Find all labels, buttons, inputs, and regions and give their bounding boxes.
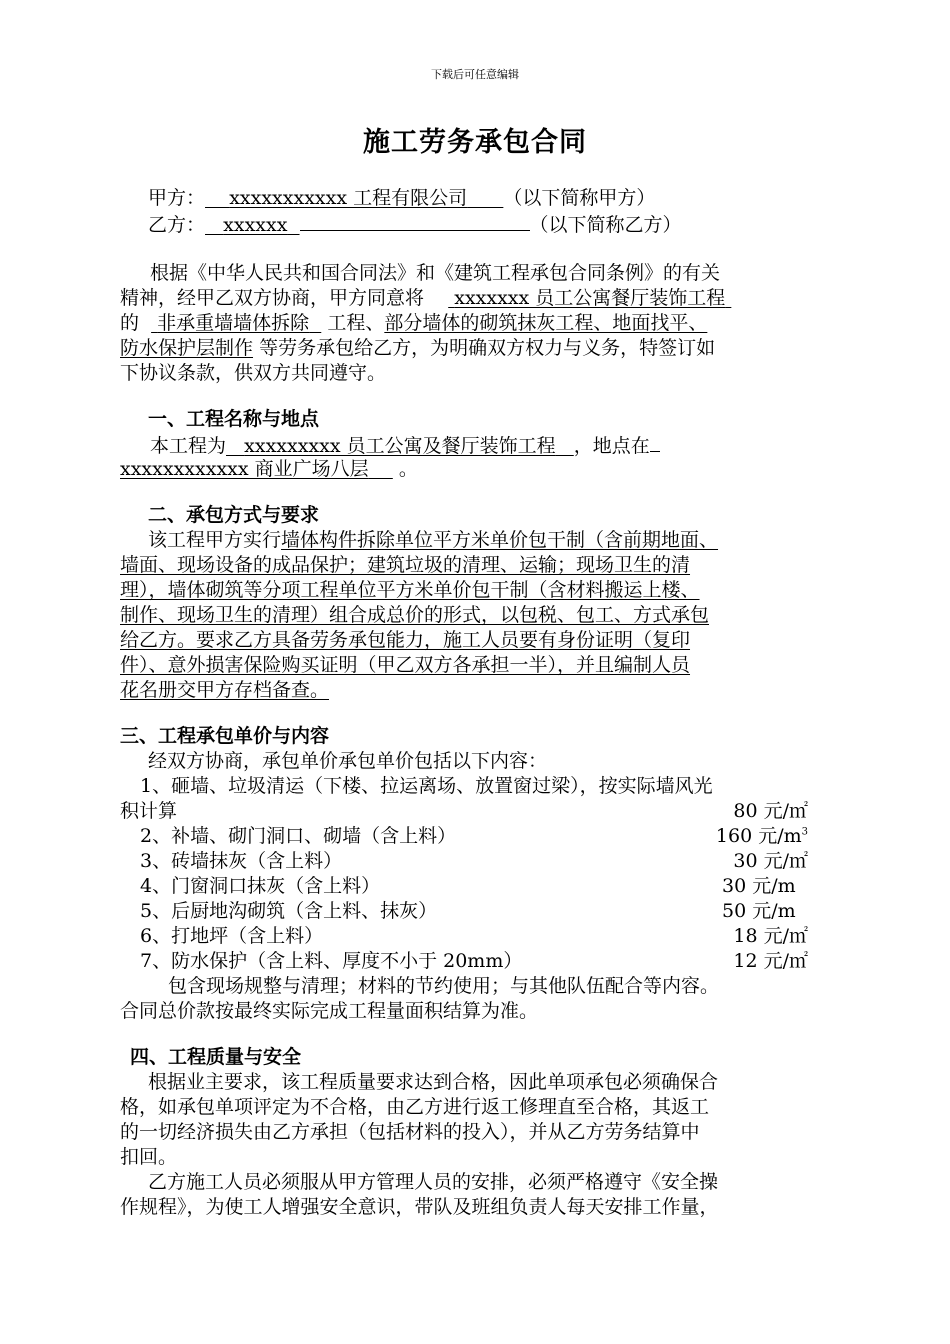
s3-item-1-price: 80 元/㎡ <box>733 800 808 822</box>
scope-waterproof: 防水保护层制作 <box>120 337 254 359</box>
s2-line-5: 给乙方。要求乙方具备劳务承包能力，施工人员要有身份证明（复印 <box>120 629 691 651</box>
s3-item-price: 12 元/㎡ <box>733 950 808 972</box>
s4-p2-line-2: 作规程》，为使工人增强安全意识，带队及班组负责人每天安排工作量， <box>120 1196 719 1218</box>
s2-line-7: 花名册交甲方存档备查。 <box>120 679 330 701</box>
s3-item-1-line-2: 积计算 <box>120 800 178 822</box>
intro-line-1: 根据《中华人民共和国合同法》和《建筑工程承包合同条例》的有关 <box>150 262 721 284</box>
s3-item-text: 6、打地坪（含上料） <box>140 925 324 947</box>
s1-project-name: xxxxxxxxx 员工公寓及餐厅装饰工程 <box>244 435 556 457</box>
s4-p1-line-4: 扣回。 <box>120 1146 178 1168</box>
s2-line-1: 该工程甲方实行墙体构件拆除单位平方米单价包干制（含前期地面、 <box>148 529 719 551</box>
s1-line-1: 本工程为 xxxxxxxxx 员工公寓及餐厅装饰工程 ，地点在 <box>150 432 660 457</box>
s3-item-text: 5、后厨地沟砌筑（含上料、抹灰） <box>140 900 438 922</box>
s3-note-1: 包含现场规整与清理；材料的节约使用；与其他队伍配合等内容。 <box>168 975 720 997</box>
party-a-suffix: （以下简称甲方） <box>503 187 656 209</box>
intro-line-3: 的 非承重墙墙体拆除 工程、部分墙体的砌筑抹灰工程、地面找平、 <box>120 312 708 334</box>
s3-item-price: 30 元/m <box>722 875 796 897</box>
party-b-name: xxxxxx <box>223 214 288 236</box>
s3-item-text: 3、砖墙抹灰（含上料） <box>140 850 343 872</box>
scope-masonry: 部分墙体的砌筑抹灰工程、地面找平、 <box>384 312 708 334</box>
s4-p2-line-1: 乙方施工人员必须服从甲方管理人员的安排，必须严格遵守《安全操 <box>148 1171 719 1193</box>
scope-demolition: 非承重墙墙体拆除 <box>157 312 310 334</box>
s3-item-price: 160 元$/m^3$ <box>715 825 808 847</box>
intro-line-2: 精神，经甲乙双方协商，甲方同意将 xxxxxxx 员工公寓餐厅装饰工程 <box>120 286 731 311</box>
party-a-label: 甲方： <box>148 187 206 209</box>
project-name: xxxxxxx 员工公寓餐厅装饰工程 <box>454 287 726 309</box>
page-header: 下载后可任意编辑 <box>431 68 519 81</box>
party-b-line <box>148 211 682 236</box>
s3-intro: 经双方协商，承包单价承包单价包括以下内容： <box>148 750 548 772</box>
intro-line-5: 下协议条款，供双方共同遵守。 <box>120 362 387 384</box>
s1-location: xxxxxxxxxxxx 商业广场八层 <box>120 458 369 480</box>
s2-line-4: 制作、现场卫生的清理）组合成总价的形式，以包税、包工、方式承包 <box>120 604 710 626</box>
intro-line-4: 防水保护层制作 等劳务承包给乙方，为明确双方权力与义务，特签订如 <box>120 337 716 359</box>
s3-item-price: 30 元/㎡ <box>733 850 808 872</box>
s1-line-2: xxxxxxxxxxxx 商业广场八层 。 <box>120 458 418 480</box>
s3-item-price: 50 元/m <box>722 900 796 922</box>
s3-item-text: 2、补墙、砌门洞口、砌墙（含上料） <box>140 825 457 847</box>
party-a-name: xxxxxxxxxxx 工程有限公司 <box>229 187 468 209</box>
party-b-suffix: （以下简称乙方） <box>529 214 682 236</box>
s3-item-text: 7、防水保护（含上料、厚度不小于 20mm） <box>140 950 523 972</box>
s3-item-1-line-1: 1、砸墙、垃圾清运（下楼、拉运离场、放置窗过梁），按实际墙风光 <box>140 775 713 797</box>
section-1-heading: 一、工程名称与地点 <box>148 408 320 430</box>
s2-line-3: 理），墙体砌筑等分项工程单位平方米单价包干制（含材料搬运上楼、 <box>120 579 700 601</box>
s3-item-text: 4、门窗洞口抹灰（含上料） <box>140 875 381 897</box>
party-b-label: 乙方： <box>148 214 206 236</box>
section-3-heading: 三、工程承包单价与内容 <box>120 725 330 747</box>
party-a-line <box>148 186 655 211</box>
s3-item-price: 18 元/㎡ <box>733 925 808 947</box>
section-2-heading: 二、承包方式与要求 <box>148 504 320 526</box>
s4-p1-line-3: 的一切经济损失由乙方承担（包括材料的投入），并从乙方劳务结算中 <box>120 1121 700 1143</box>
s2-line-2: 墙面、现场设备的成品保护；建筑垃圾的清理、运输；现场卫生的清 <box>120 554 691 576</box>
section-4-heading: 四、工程质量与安全 <box>130 1046 302 1068</box>
s4-p1-line-2: 格，如承包单项评定为不合格，由乙方进行返工修理直至合格，其返工 <box>120 1096 710 1118</box>
s4-p1-line-1: 根据业主要求，该工程质量要求达到合格，因此单项承包必须确保合 <box>148 1071 719 1093</box>
s3-note-2: 合同总价款按最终实际完成工程量面积结算为准。 <box>120 1000 539 1022</box>
s2-line-6: 件）、意外损害保险购买证明（甲乙双方各承担一半），并且编制人员 <box>120 654 691 676</box>
document-title: 施工劳务承包合同 <box>363 127 587 158</box>
